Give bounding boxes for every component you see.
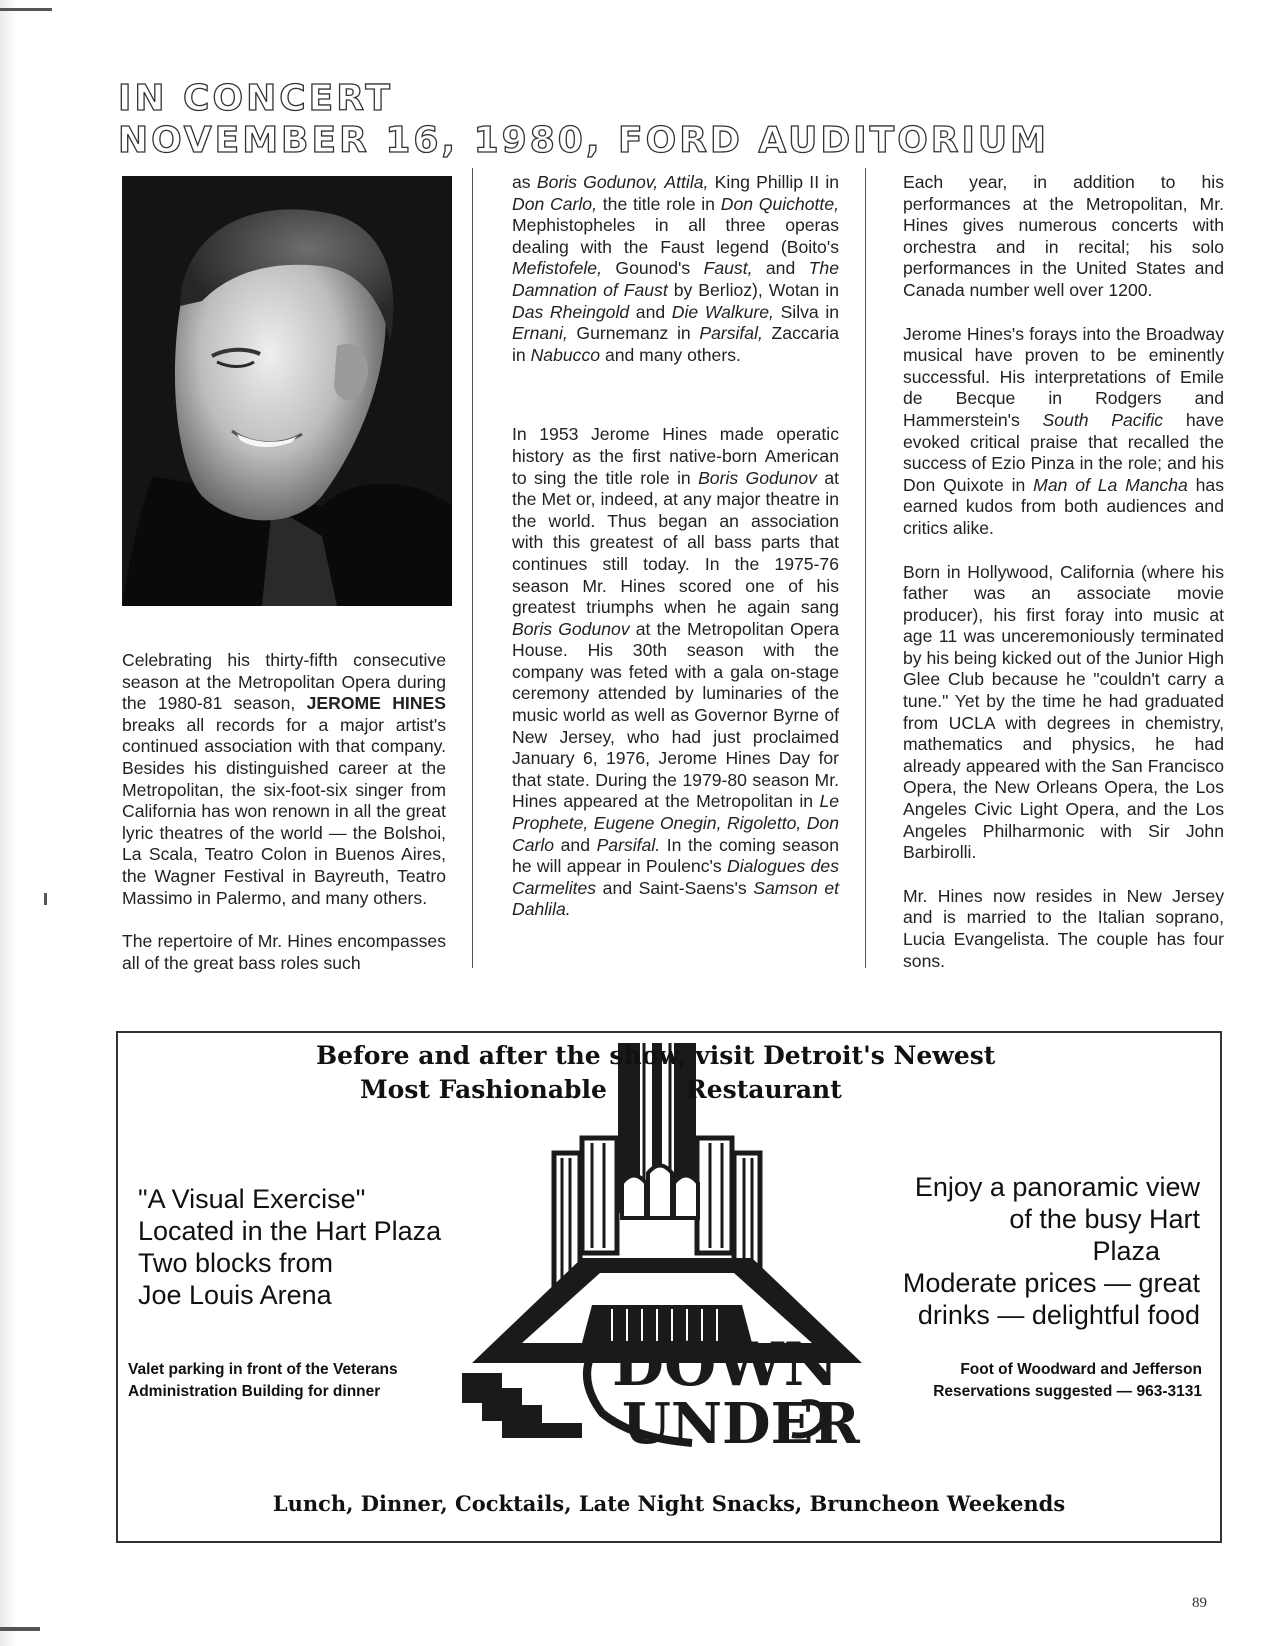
singer-name: JEROME HINES bbox=[306, 693, 446, 714]
col2-p1-title: Don Quichotte, bbox=[720, 193, 839, 214]
portrait-photo bbox=[122, 176, 452, 606]
ad-left-copy bbox=[138, 1183, 441, 1311]
col2-p1-title: Attila, bbox=[664, 172, 709, 192]
col2-p2-text: In the coming season he will appear in Poulenc's bbox=[512, 834, 840, 877]
col2-p1-text: Gurnemanz in bbox=[576, 323, 691, 344]
column-3 bbox=[903, 172, 1224, 972]
col3-p2-text: have evoked critical praise that recalled the success of Ezio Pinza in the role; and his Don Quixote in bbox=[903, 409, 1225, 495]
col2-p1-title: Die Walkure, bbox=[671, 301, 774, 322]
ad-right-line: drinks — delightful food bbox=[917, 1300, 1200, 1330]
ad-left-line: "A Visual Exercise" bbox=[138, 1184, 366, 1214]
ad-left-line: Two blocks from bbox=[138, 1248, 334, 1278]
col3-paragraph-4: Mr. Hines now resides in New Jersey and is married to the Italian soprano, Lucia Evangelista. The couple has four sons. bbox=[903, 885, 1224, 971]
col2-p1-text: Mephistopheles in all three operas dealing with the Faust legend (Boito's bbox=[512, 215, 839, 257]
column-divider-1 bbox=[472, 168, 473, 968]
col2-p2-title: Samson et Dahlila. bbox=[512, 877, 840, 920]
col3-p2-text: has earned kudos from both audiences and critics alike. bbox=[903, 474, 1225, 538]
ad-headline-1: Before and after the show, visit Detroit's Newest bbox=[316, 1041, 996, 1070]
col2-p2-title: Le Prophete, Eugene Onegin, Rigoletto, Don Carlo bbox=[512, 791, 840, 855]
col1-p1-text-b: breaks all records for a major artist's continued association with that company. Besides his distinguished career at the Metropolitan, the six-foot-six singer from California has won renown in all the great lyric theatres of the world — the Bolshoi, La Scala, Teatro Colon in Buenos Aires, the Wagner Festival in Bayreuth, Teatro Massimo in Palermo, and many others. bbox=[122, 714, 446, 908]
ad-left-line: Joe Louis Arena bbox=[138, 1280, 332, 1310]
col2-p1-title: Don Carlo, bbox=[512, 193, 597, 214]
ad-right-line: Plaza bbox=[1092, 1236, 1160, 1266]
binding-mark-bottom bbox=[0, 1627, 40, 1631]
ad-right-line: Moderate prices — great bbox=[902, 1268, 1200, 1298]
col2-p1-text: and bbox=[635, 301, 666, 322]
binding-mark-middle bbox=[44, 893, 47, 905]
portrait-image bbox=[122, 176, 452, 606]
valet-line: Valet parking in front of the Veterans bbox=[128, 1361, 398, 1378]
col3-paragraph-3: Born in Hollywood, California (where his father was an associate movie producer), his first foray into music at age 11 was unceremoniously terminated by his being kicked out of the Junior High Glee Club because he "couldn't carry a tune." Yet by the time he had graduated from UCLA with degrees in chemistry, mathematics and physics, he had already appeared with the San Francisco Opera, the New Orleans Opera, the Los Angeles Civic Light Opera, and the Los Angeles Philharmonic with Sir John Barbirolli. bbox=[903, 561, 1224, 863]
col2-p1-title: Ernani, bbox=[512, 323, 568, 344]
logo-word-under: UNDER bbox=[622, 1391, 860, 1453]
col2-p1-title: Das Rheingold bbox=[512, 301, 630, 322]
col2-p2-title: Parsifal. bbox=[596, 834, 661, 855]
address-reservations bbox=[933, 1359, 1202, 1403]
address-line: Foot of Woodward and Jefferson bbox=[960, 1361, 1202, 1378]
ad-right-line: of the busy Hart bbox=[1009, 1204, 1200, 1234]
col2-p1-text: the title role in bbox=[602, 193, 715, 214]
col2-p1-title: Faust, bbox=[703, 258, 753, 279]
column-1 bbox=[122, 650, 446, 974]
col2-paragraph-2 bbox=[512, 424, 839, 921]
col2-p1-text: and bbox=[765, 258, 796, 279]
col1-paragraph-2: The repertoire of Mr. Hines encompasses all of the great bass roles such bbox=[122, 931, 446, 973]
col2-p2-text: and Saint-Saens's bbox=[602, 877, 747, 898]
col2-p2-text: and bbox=[560, 834, 590, 855]
col2-p1-text: King Phillip II in bbox=[714, 172, 840, 192]
col2-p1-title: Nabucco bbox=[530, 344, 601, 365]
col3-p2-title: South Pacific bbox=[1042, 409, 1164, 430]
col2-p1-title: Boris Godunov, bbox=[536, 172, 659, 192]
col2-p1-text: as bbox=[512, 172, 531, 192]
ad-headline-2-right: Restaurant bbox=[686, 1075, 842, 1104]
col2-p1-text: Gounod's bbox=[615, 258, 691, 279]
col2-p1-text: by Berlioz), Wotan in bbox=[673, 279, 839, 300]
col2-p1-text: Zaccaria in bbox=[512, 323, 840, 365]
ad-footer-services: Lunch, Dinner, Cocktails, Late Night Snacks, Bruncheon Weekends bbox=[272, 1491, 1066, 1516]
col3-paragraph-2 bbox=[903, 324, 1224, 540]
col2-p1-title: The Damnation of Faust bbox=[512, 258, 839, 300]
ad-left-line: Located in the Hart Plaza bbox=[138, 1216, 442, 1246]
col1-p1-text-a: Celebrating his thirty-fifth consecutive season at the Metropolitan Opera during the 1980-81 season, bbox=[122, 650, 446, 714]
col2-p1-text: and many others. bbox=[604, 344, 741, 365]
col2-p2-text: at the Metropolitan Opera House. His 30th season with the company was feted with a gala on-stage ceremony attended by luminaries of the music world as well as Governor Byrne of New Jersey, who had just proclaimed January 6, 1976, Jerome Hines Day for that state. During the 1979-80 season Mr. Hines appeared at the Metropolitan in bbox=[512, 618, 839, 812]
col1-paragraph-1 bbox=[122, 650, 446, 909]
ad-headline-2-left: Most Fashionable bbox=[360, 1075, 607, 1104]
restaurant-advertisement bbox=[116, 1031, 1222, 1543]
col2-p1-text: Silva in bbox=[780, 301, 840, 322]
reservations-line: Reservations suggested — 963-3131 bbox=[933, 1383, 1202, 1400]
header-line-1: IN CONCERT bbox=[118, 78, 393, 119]
logo-word-down: DOWN bbox=[612, 1330, 839, 1400]
binding-mark-top bbox=[0, 8, 52, 11]
column-divider-2 bbox=[865, 168, 866, 968]
col2-p2-title: Boris Godunov bbox=[512, 618, 630, 639]
header-line-2: NOVEMBER 16, 1980, FORD AUDITORIUM bbox=[118, 120, 1049, 161]
valet-parking-note bbox=[128, 1359, 398, 1403]
page-number: 89 bbox=[1192, 1595, 1207, 1611]
col2-p1-title: Parsifal, bbox=[699, 323, 763, 344]
valet-line: Administration Building for dinner bbox=[128, 1383, 381, 1400]
col2-p2-text: at the Met or, indeed, at any major theatre in the world. Thus began an association with this greatest of all bass parts that continues still today. In the 1975-76 season Mr. Hines scored one of his greatest triumphs when he again sang bbox=[512, 467, 839, 618]
ad-right-copy bbox=[903, 1171, 1200, 1331]
col2-p2-title: Boris Godunov bbox=[698, 467, 817, 488]
col2-p2-text: In 1953 Jerome Hines made operatic history as the first native-born American to sing the title role in bbox=[512, 424, 839, 488]
col3-p2-title: Man of La Mancha bbox=[1033, 474, 1188, 495]
binding-edge bbox=[0, 0, 16, 1646]
col2-paragraph-1 bbox=[512, 172, 839, 366]
column-2 bbox=[512, 172, 839, 921]
ad-right-line: Enjoy a panoramic view bbox=[914, 1172, 1200, 1202]
col2-p2-title: Dialogues des Carmelites bbox=[512, 856, 840, 898]
col3-paragraph-1: Each year, in addition to his performances at the Metropolitan, Mr. Hines gives numerous concerts with orchestra and in recital; his solo performances in the United States and Canada number well over 1200. bbox=[903, 172, 1224, 300]
col3-p2-text: Jerome Hines's forays into the Broadway musical have proven to be eminently successful. His interpretations of Emile de Becque in Rodgers and Hammerstein's bbox=[903, 323, 1224, 430]
col2-p1-title: Mefistofele, bbox=[512, 258, 602, 279]
concert-header bbox=[118, 78, 1049, 162]
